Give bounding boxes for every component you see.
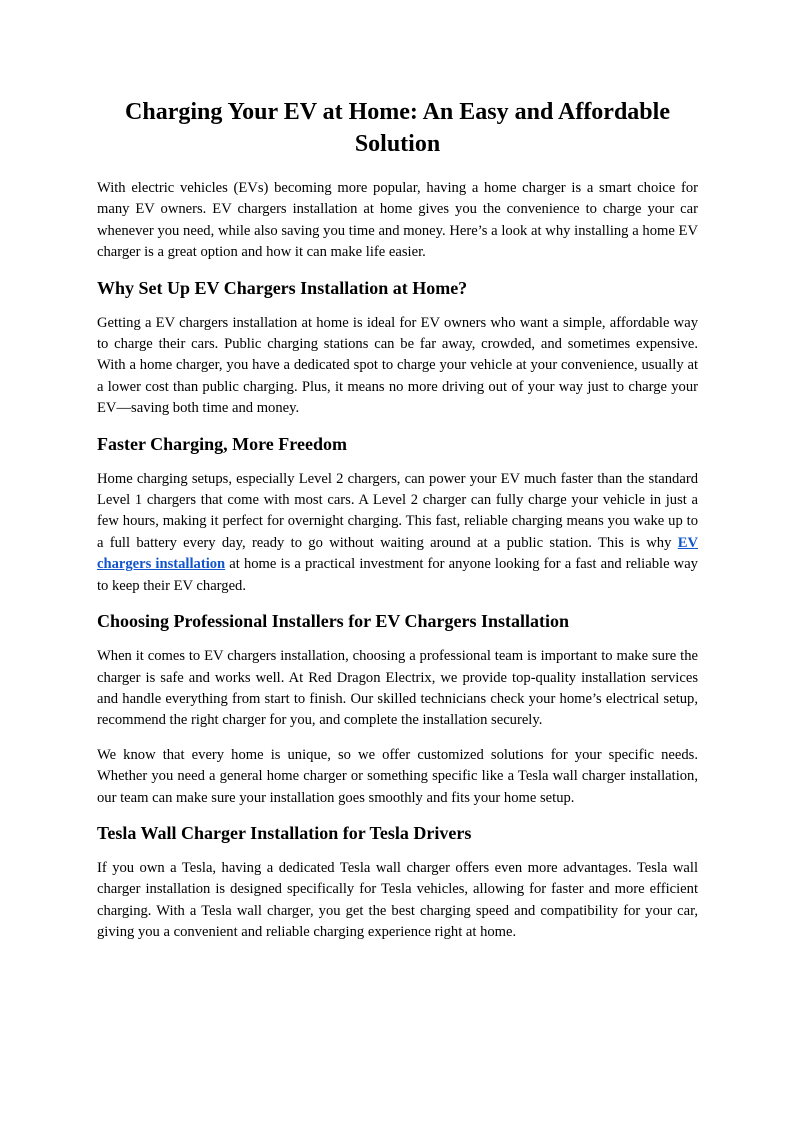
faster-paragraph — [97, 469, 698, 597]
tesla-paragraph: If you own a Tesla, having a dedicated Tesla wall charger offers even more advantages. Tesla wall charger installation is designed specifically for Tesla vehicles, allowing for faster and more efficient charging. With a Tesla wall charger, you get the best charging speed and compatibility for your car, giving you a convenient and reliable charging experience right at home. — [97, 859, 698, 941]
faster-text-before: Home charging setups, especially Level 2 chargers, can power your EV much faster than the standard Level 1 chargers that come with most cars. A Level 2 charger can fully charge your vehicle in just a few hours, making it perfect for overnight charging. This fast, reliable charging means you wake up to a full battery every day, ready to go without waiting around at a public station. This is why — [97, 470, 698, 551]
document-page — [97, 96, 698, 957]
why-paragraph: Getting a EV chargers installation at home is ideal for EV owners who want a simple, affordable way to charge their cars. Public charging stations can be far away, crowded, and sometimes expensive. With a home charger, you have a dedicated spot to charge your vehicle at your convenience, usually at a lower cost than public charging. Plus, it means no more driving out of your way just to charge your EV—saving both time and money. — [97, 314, 698, 417]
ev-chargers-installation-link[interactable]: EV chargers installation — [97, 534, 698, 573]
section-heading-tesla: Tesla Wall Charger Installation for Tesla Drivers — [97, 822, 472, 843]
faster-text-after: at home is a practical investment for anyone looking for a fast and reliable way to keep their EV charged. — [97, 556, 698, 594]
section-heading-faster: Faster Charging, More Freedom — [97, 433, 347, 454]
section-heading-why: Why Set Up EV Chargers Installation at Home? — [97, 277, 468, 298]
installers-paragraph-1: When it comes to EV chargers installation, choosing a professional team is important to make sure the charger is safe and works well. At Red Dragon Electrix, we provide top-quality installation services and handle everything from start to finish. Our skilled technicians check your home’s electrical setup, recommend the right charger for you, and complete the installation securely. — [97, 648, 698, 729]
page-title: Charging Your EV at Home: An Easy and Affordable Solution — [125, 99, 670, 157]
installers-paragraph-2: We know that every home is unique, so we offer customized solutions for your specific needs. Whether you need a general home charger or something specific like a Tesla wall charger installation, our team can make sure your installation goes smoothly and fits your home setup. — [97, 746, 698, 806]
section-heading-installers: Choosing Professional Installers for EV Chargers Installation — [97, 611, 570, 632]
intro-paragraph: With electric vehicles (EVs) becoming more popular, having a home charger is a smart choice for many EV owners. EV chargers installation at home gives you the convenience to charge your car whenever you need, while also saving you time and money. Here’s a look at why installing a home EV charger is a great option and how it can make life easier. — [97, 180, 698, 261]
